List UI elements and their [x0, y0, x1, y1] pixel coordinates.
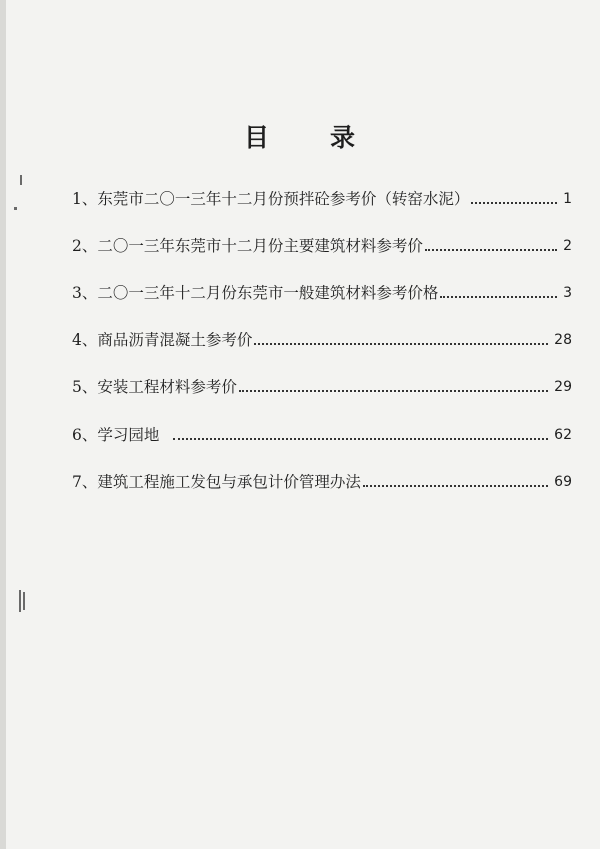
toc-entry-title: 商品沥青混凝土参考价 — [97, 331, 253, 349]
dot-leader — [440, 296, 557, 298]
toc-entry-1 — [72, 186, 572, 212]
toc-entry-page: 62 — [554, 427, 572, 443]
toc-entry-3 — [72, 280, 572, 306]
page-title — [0, 118, 600, 154]
toc-entry-page: 2 — [563, 238, 572, 254]
toc-entry-number: 5、 — [72, 378, 98, 396]
toc-entry-page: 3 — [563, 285, 572, 301]
dot-leader — [425, 249, 557, 251]
toc-entry-number: 6、 — [72, 426, 98, 444]
toc-entry-number: 1、 — [72, 190, 98, 208]
toc-entry-2 — [72, 233, 572, 259]
toc-entry-5 — [72, 374, 572, 400]
toc-entry-number: 4、 — [72, 331, 98, 349]
toc-entry-title: 二〇一三年东莞市十二月份主要建筑材料参考价 — [97, 237, 423, 255]
toc-entry-title: 东莞市二〇一三年十二月份预拌砼参考价（转窑水泥） — [97, 190, 470, 208]
toc-entry-4 — [72, 327, 572, 353]
toc-entry-title: 二〇一三年十二月份东莞市一般建筑材料参考价格 — [97, 284, 439, 302]
scan-mark — [20, 175, 22, 185]
title-char-2: 录 — [330, 123, 357, 152]
toc-entry-number: 3、 — [72, 284, 98, 302]
scan-mark — [14, 207, 17, 210]
toc-entry-title: 安装工程材料参考价 — [97, 378, 237, 396]
toc-entry-6 — [72, 422, 572, 448]
dot-leader — [363, 485, 548, 487]
toc-entry-page: 1 — [563, 191, 572, 207]
dot-leader — [254, 343, 548, 345]
toc-entry-number: 2、 — [72, 237, 98, 255]
toc-entry-title: 学习园地 — [97, 426, 160, 444]
title-char-1: 目 — [243, 123, 270, 152]
dot-leader — [471, 202, 557, 204]
toc-entry-7 — [72, 469, 572, 495]
scan-mark — [19, 590, 21, 612]
toc-entry-page: 69 — [554, 474, 572, 490]
scan-mark — [23, 592, 25, 610]
dot-leader — [173, 438, 548, 440]
dot-leader — [239, 390, 548, 392]
toc-entry-page: 28 — [554, 332, 572, 348]
toc-entry-title: 建筑工程施工发包与承包计价管理办法 — [97, 473, 361, 491]
toc-entry-number: 7、 — [72, 473, 98, 491]
toc-entry-page: 29 — [554, 379, 572, 395]
